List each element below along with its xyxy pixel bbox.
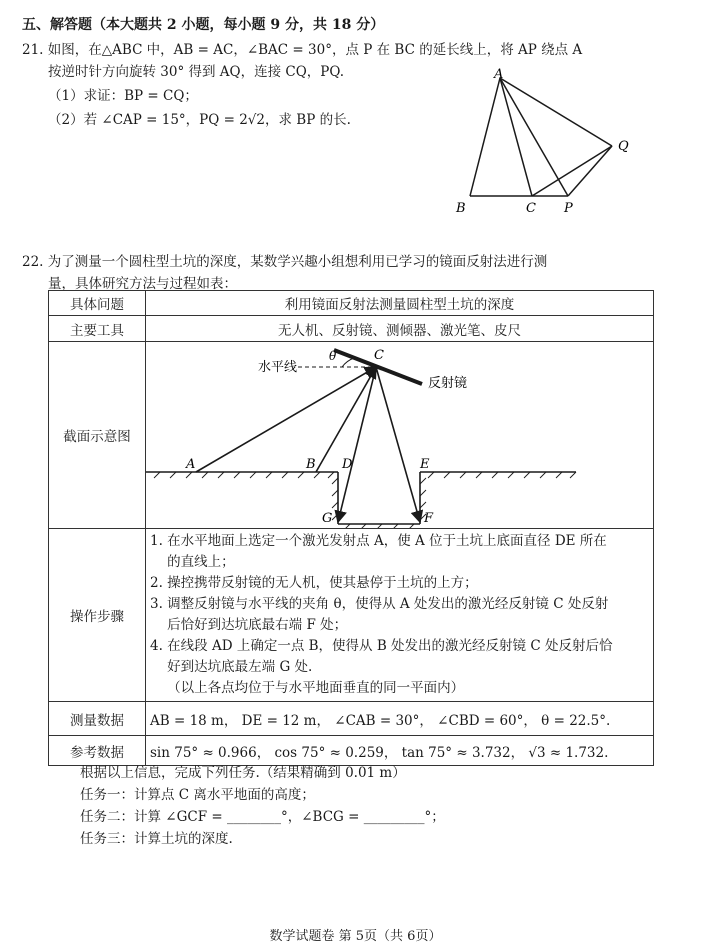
label-c: C (374, 348, 384, 363)
label-g: G (322, 511, 333, 526)
label-f: F (424, 511, 434, 526)
diagram-cell (146, 342, 654, 529)
table-row (49, 291, 654, 316)
label-c: C (526, 201, 536, 216)
q22-task1: 任务一：计算点 C 离水平地面的高度； (80, 787, 315, 803)
segment-pq (568, 146, 612, 196)
table-row (49, 702, 654, 736)
step-line: 4. 在线段 AD 上确定一点 B，使得从 B 处发出的激光经反射镜 C 处反射后恰 (150, 638, 613, 654)
label-a: A (186, 457, 196, 472)
ray-c-to-f (376, 367, 420, 522)
step-line: 的直线上； (150, 554, 235, 570)
segment-ab (470, 78, 500, 196)
label-a: A (494, 67, 504, 82)
theta-arc (342, 358, 354, 367)
row-label: 操作步骤 (49, 529, 146, 702)
row-label: 主要工具 (49, 316, 146, 342)
q22-task3: 任务三：计算土坑的深度. (80, 831, 233, 847)
ray-c-to-g (338, 367, 376, 522)
step-line: 好到达坑底最左端 G 处. (150, 659, 313, 675)
label-p: P (564, 201, 573, 216)
cross-section-diagram (146, 342, 646, 528)
q22-line2: 量，具体研究方法与过程如表： (48, 276, 237, 292)
row-label: 参考数据 (49, 736, 146, 766)
q21-part1: （1）求证：BP = CQ； (48, 88, 198, 104)
table-row (49, 342, 654, 529)
label-q: Q (618, 139, 629, 154)
row-value: AB = 18 m， DE = 12 m， ∠CAB = 30°， ∠CBD = 60°， θ = 22.5°. (146, 702, 654, 736)
label-b: B (456, 201, 466, 216)
step-line: （以上各点均位于与水平地面垂直的同一平面内） (150, 680, 465, 696)
row-value: 利用镜面反射法测量圆柱型土坑的深度 (146, 291, 654, 316)
label-d: D (342, 457, 353, 472)
step-line: 1. 在水平地面上选定一个激光发射点 A，使 A 位于土坑上底面直径 DE 所在 (150, 533, 607, 549)
steps-cell (146, 529, 654, 702)
table-row (49, 529, 654, 702)
q21-line1: 21. 如图，在△ABC 中，AB = AC，∠BAC = 30°，点 P 在 BC 的延长线上，将 AP 绕点 A (22, 42, 583, 58)
q22-line1: 22. 为了测量一个圆柱型土坑的深度，某数学兴趣小组想利用已学习的镜面反射法进行测 (22, 254, 548, 270)
q22-task2: 任务二：计算 ∠GCF = ________°，∠BCG = _________°； (80, 809, 445, 825)
mirror-label: 反射镜 (428, 376, 468, 391)
row-value: sin 75° ≈ 0.966， cos 75° ≈ 0.259， tan 75° ≈ 3.732， √3 ≈ 1.732. (146, 736, 654, 766)
step-line: 2. 操控携带反射镜的无人机，使其悬停于土坑的上方； (150, 575, 478, 591)
row-value: 无人机、反射镜、测倾器、激光笔、皮尺 (146, 316, 654, 342)
segment-aq (500, 78, 612, 146)
step-line: 3. 调整反射镜与水平线的夹角 θ，使得从 A 处发出的激光经反射镜 C 处反射 (150, 596, 609, 612)
q21-figure (450, 66, 650, 216)
method-table (48, 290, 654, 766)
q21-line2: 按逆时针方向旋转 30° 得到 AQ，连接 CQ，PQ. (48, 64, 345, 80)
label-e: E (420, 457, 430, 472)
q22-after-table: 根据以上信息，完成下列任务.（结果精确到 0.01 m） (80, 765, 406, 781)
label-b: B (306, 457, 316, 472)
section-title: 五、解答题（本大题共 2 小题，每小题 9 分，共 18 分） (22, 17, 385, 33)
step-line: 后恰好到达坑底最右端 F 处； (150, 617, 348, 633)
horizontal-line-label: 水平线 (258, 360, 298, 375)
q21-part2: （2）若 ∠CAP = 15°，PQ = 2√2，求 BP 的长. (48, 112, 351, 128)
theta-label: θ (329, 349, 337, 363)
segment-ap (500, 78, 568, 196)
row-label: 具体问题 (49, 291, 146, 316)
row-label: 测量数据 (49, 702, 146, 736)
segment-ac (500, 78, 532, 196)
row-label: 截面示意图 (49, 342, 146, 529)
table-row (49, 316, 654, 342)
page-footer: 数学试题卷 第 5页（共 6页） (269, 929, 442, 944)
